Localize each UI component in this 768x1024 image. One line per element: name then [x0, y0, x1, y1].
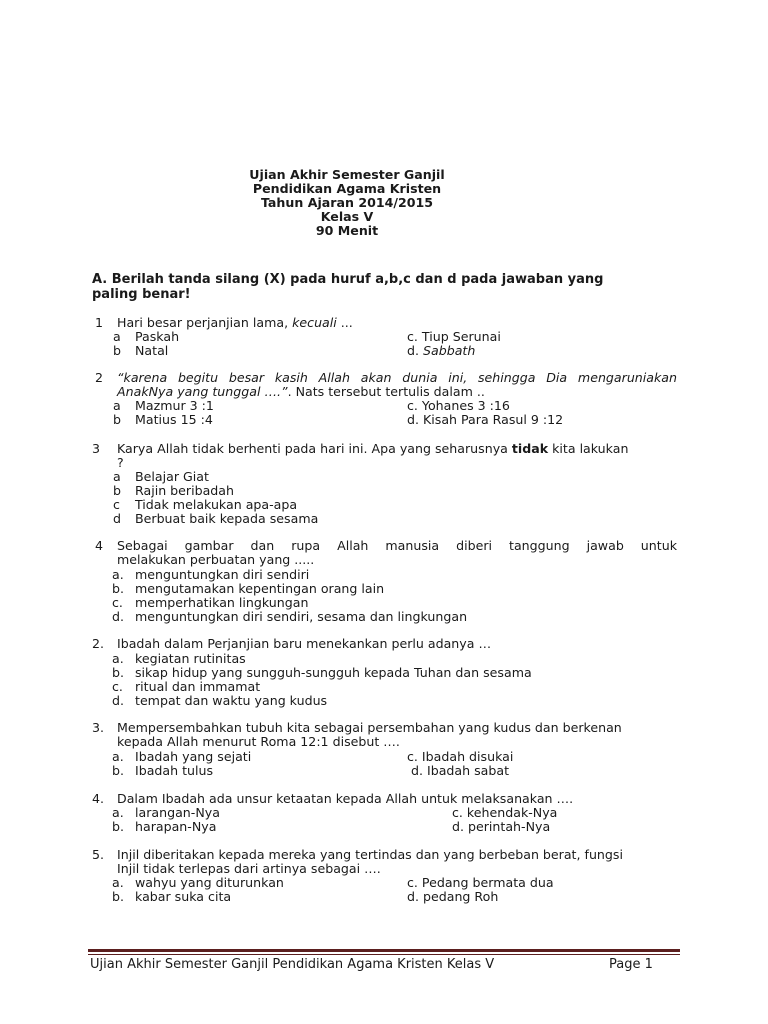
- option-b-label: b.: [112, 889, 124, 904]
- question-number: 4.: [92, 791, 105, 806]
- option-a-label: a: [113, 329, 121, 344]
- option-d-label: d.: [112, 609, 124, 624]
- option-b[interactable]: kabar suka cita: [135, 889, 232, 904]
- question-text-2: ?: [117, 455, 124, 470]
- option-a-label: a.: [112, 651, 124, 666]
- question-text: Hari besar perjanjian lama, kecuali ...: [117, 315, 353, 330]
- option-b[interactable]: Ibadah tulus: [135, 763, 214, 778]
- option-a[interactable]: kegiatan rutinitas: [135, 651, 246, 666]
- option-d[interactable]: d. Ibadah sabat: [411, 763, 510, 778]
- option-a-label: a.: [112, 805, 124, 820]
- question-text: Karya Allah tidak berhenti pada hari ini. Apa yang seharusnya tidak kita lakukan: [117, 441, 629, 456]
- option-a[interactable]: wahyu yang diturunkan: [135, 875, 284, 890]
- option-b-label: b: [113, 412, 121, 427]
- question-number: 2.: [92, 636, 105, 651]
- option-c[interactable]: c. Tiup Serunai: [407, 329, 501, 344]
- question-number: 2: [95, 370, 104, 385]
- footer-rule-thick: [88, 949, 680, 952]
- question-number: 3: [92, 441, 101, 456]
- header-subject: Pendidikan Agama Kristen: [252, 181, 442, 196]
- option-b[interactable]: mengutamakan kepentingan orang lain: [135, 581, 385, 596]
- option-a[interactable]: Mazmur 3 :1: [135, 398, 214, 413]
- option-d[interactable]: menguntungkan diri sendiri, sesama dan lingkungan: [135, 609, 468, 624]
- option-d[interactable]: d. pedang Roh: [407, 889, 499, 904]
- footer-rule-thin: [88, 954, 680, 955]
- question-text-2: melakukan perbuatan yang .....: [117, 552, 315, 567]
- option-d[interactable]: d. Kisah Para Rasul 9 :12: [407, 412, 564, 427]
- option-c-label: c: [113, 497, 120, 512]
- section-a-instruction: A. Berilah tanda silang (X) pada huruf a,b,c dan d pada jawaban yang: [92, 272, 604, 287]
- option-a[interactable]: Ibadah yang sejati: [135, 749, 252, 764]
- option-a-label: a.: [112, 749, 124, 764]
- option-c[interactable]: c. Yohanes 3 :16: [407, 398, 510, 413]
- option-b[interactable]: Rajin beribadah: [135, 483, 234, 498]
- option-b-label: b.: [112, 763, 124, 778]
- option-b-label: b.: [112, 581, 124, 596]
- question-text: Ibadah dalam Perjanjian baru menekankan perlu adanya …: [117, 636, 492, 651]
- option-b-label: b.: [112, 819, 124, 834]
- option-b[interactable]: Natal: [135, 343, 169, 358]
- question-text-2: kepada Allah menurut Roma 12:1 disebut ….: [117, 734, 400, 749]
- option-b-label: b.: [112, 665, 124, 680]
- question-text-2: Injil tidak terlepas dari artinya sebagai ….: [117, 861, 381, 876]
- option-c[interactable]: memperhatikan lingkungan: [135, 595, 309, 610]
- option-b[interactable]: sikap hidup yang sungguh-sungguh kepada Tuhan dan sesama: [135, 665, 532, 680]
- header-class: Kelas V: [320, 209, 374, 224]
- question-number: 5.: [92, 847, 105, 862]
- footer-title: Ujian Akhir Semester Ganjil Pendidikan Agama Kristen Kelas V: [90, 957, 495, 972]
- question-number: 1: [95, 315, 104, 330]
- option-c[interactable]: c. Pedang bermata dua: [407, 875, 554, 890]
- option-b-label: b: [113, 483, 121, 498]
- header-title: Ujian Akhir Semester Ganjil: [249, 167, 445, 182]
- option-b[interactable]: harapan-Nya: [135, 819, 217, 834]
- option-d[interactable]: d. Sabbath: [407, 343, 476, 358]
- option-c[interactable]: c. Ibadah disukai: [407, 749, 514, 764]
- option-c-label: c.: [112, 679, 123, 694]
- option-c[interactable]: Tidak melakukan apa-apa: [135, 497, 298, 512]
- option-a-label: a.: [112, 875, 124, 890]
- header-duration: 90 Menit: [315, 223, 379, 238]
- option-a-label: a: [113, 469, 121, 484]
- option-a-label: a: [113, 398, 121, 413]
- question-text: Mempersembahkan tubuh kita sebagai persembahan yang kudus dan berkenan: [117, 720, 622, 735]
- option-a-label: a.: [112, 567, 124, 582]
- option-c-label: c.: [112, 595, 123, 610]
- option-c[interactable]: c. kehendak-Nya: [452, 805, 558, 820]
- question-number: 3.: [92, 720, 105, 735]
- question-text-2: AnakNya yang tunggal ….”. Nats tersebut tertulis dalam ..: [117, 384, 485, 399]
- option-b[interactable]: Matius 15 :4: [135, 412, 213, 427]
- question-number: 4: [95, 538, 104, 553]
- section-a-instruction-2: paling benar!: [92, 287, 191, 302]
- question-text: Dalam Ibadah ada unsur ketaatan kepada Allah untuk melaksanakan ….: [117, 791, 574, 806]
- option-d[interactable]: d. perintah-Nya: [452, 819, 551, 834]
- question-text: Sebagai gambar dan rupa Allah manusia diberi tanggung jawab untuk: [117, 538, 677, 553]
- option-a[interactable]: larangan-Nya: [135, 805, 220, 820]
- option-b-label: b: [113, 343, 121, 358]
- option-d-label: d: [113, 511, 121, 526]
- page-number: Page 1: [609, 957, 653, 972]
- question-text: Injil diberitakan kepada mereka yang tertindas dan yang berbeban berat, fungsi: [117, 847, 623, 862]
- option-c[interactable]: ritual dan immamat: [135, 679, 261, 694]
- option-d[interactable]: Berbuat baik kepada sesama: [135, 511, 319, 526]
- option-d-label: d.: [112, 693, 124, 708]
- question-text: “karena begitu besar kasih Allah akan dunia ini, sehingga Dia mengaruniakan: [117, 370, 677, 385]
- option-a[interactable]: Paskah: [135, 329, 180, 344]
- option-a[interactable]: Belajar Giat: [135, 469, 209, 484]
- header-year: Tahun Ajaran 2014/2015: [260, 195, 434, 210]
- option-a[interactable]: menguntungkan diri sendiri: [135, 567, 310, 582]
- option-d[interactable]: tempat dan waktu yang kudus: [135, 693, 328, 708]
